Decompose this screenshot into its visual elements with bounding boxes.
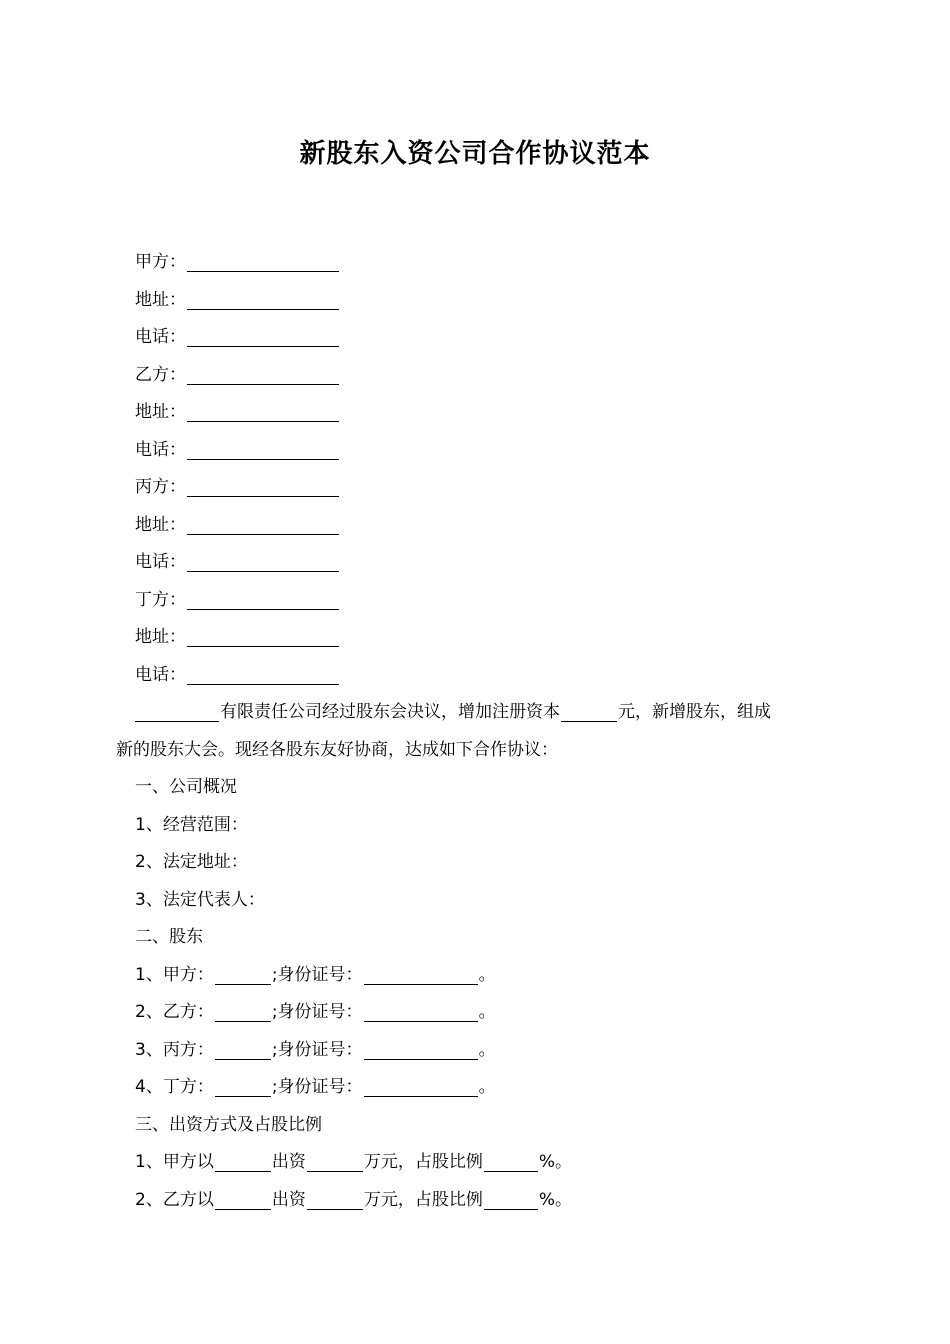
contribution-mid2: 万元，占股比例: [363, 1189, 483, 1210]
blank-line: [307, 1170, 363, 1172]
id-label: ;身份证号：: [271, 1077, 363, 1097]
id-label: ;身份证号：: [271, 1039, 363, 1060]
field-label: 电话：: [135, 664, 186, 685]
shareholder-prefix: 2、乙方：: [135, 1002, 214, 1022]
contribution-mid1: 出资: [271, 1152, 306, 1172]
field-label: 电话：: [135, 327, 186, 347]
party-field-line: [116, 244, 840, 282]
field-label: 地址：: [135, 627, 186, 647]
id-label: ;身份证号：: [271, 964, 363, 985]
field-label: 丙方：: [135, 477, 186, 497]
field-label: 地址：: [135, 289, 186, 310]
intro-paragraph-line2: 新的股东大会。现经各股东友好协商，达成如下合作协议：: [116, 739, 558, 760]
contribution-mid2: 万元，占股比例: [363, 1152, 483, 1172]
blank-line: [187, 345, 339, 347]
party-field-line: [116, 432, 840, 470]
intro-text-part1: 有限责任公司经过股东会决议，增加注册资本: [220, 702, 560, 722]
section-heading: 一、公司概况: [135, 777, 237, 797]
blank-line: [215, 1020, 271, 1022]
party-field-line: [116, 657, 840, 695]
blank-line: [307, 1208, 363, 1210]
intro-paragraph-line1: [116, 694, 840, 732]
blank-line: [215, 1095, 271, 1097]
field-label: 甲方：: [135, 252, 186, 272]
shareholder-prefix: 1、甲方：: [135, 964, 214, 985]
party-field-line: [116, 282, 840, 320]
field-label: 电话：: [135, 552, 186, 572]
party-field-line: [116, 319, 840, 357]
blank-line: [187, 458, 339, 460]
blank-line: [364, 1020, 478, 1022]
document-body: [116, 244, 840, 1219]
blank-line: [484, 1170, 538, 1172]
blank-line: [215, 1058, 271, 1060]
contribution-mid1: 出资: [271, 1189, 306, 1210]
shareholder-line: [116, 957, 840, 995]
field-label: 乙方：: [135, 364, 186, 385]
line-end: 。: [478, 1039, 496, 1060]
blank-line: [364, 1095, 478, 1097]
document-title: 新股东入资公司合作协议范本: [299, 139, 651, 169]
field-label: 丁方：: [135, 589, 186, 610]
blank-line: [187, 308, 339, 310]
contribution-prefix: 1、甲方以: [135, 1152, 214, 1172]
party-field-line: [116, 394, 840, 432]
blank-line: [215, 1170, 271, 1172]
line-end: 。: [478, 1077, 496, 1097]
blank-line: [364, 983, 478, 985]
blank-line: [187, 420, 339, 422]
shareholder-line: [116, 1069, 840, 1107]
blank-line: [364, 1058, 478, 1060]
intro-text-part2: 元，新增股东，组成: [618, 702, 771, 722]
blank-line: [187, 645, 339, 647]
blank-line: [135, 720, 219, 722]
line-end: 。: [478, 964, 496, 985]
line-end: %。: [538, 1152, 572, 1172]
field-label: 地址：: [135, 514, 186, 535]
party-field-line: [116, 357, 840, 395]
contribution-line: [116, 1144, 840, 1182]
section-item: 1、经营范围：: [135, 814, 248, 835]
shareholder-prefix: 3、丙方：: [135, 1039, 214, 1060]
party-field-line: [116, 544, 840, 582]
blank-line: [187, 270, 339, 272]
contribution-line: [116, 1182, 840, 1220]
shareholder-line: [116, 994, 840, 1032]
party-field-line: [116, 469, 840, 507]
blank-line: [484, 1208, 538, 1210]
section-item: 3、法定代表人：: [135, 889, 265, 910]
party-field-line: [116, 507, 840, 545]
party-field-line: [116, 619, 840, 657]
section-item: 2、法定地址：: [135, 852, 248, 872]
blank-line: [187, 383, 339, 385]
id-label: ;身份证号：: [271, 1002, 363, 1022]
blank-line: [187, 608, 339, 610]
section-heading: 三、出资方式及占股比例: [135, 1114, 322, 1135]
section-heading: 二、股东: [135, 927, 203, 947]
field-label: 电话：: [135, 439, 186, 460]
contribution-prefix: 2、乙方以: [135, 1189, 214, 1210]
blank-line: [215, 1208, 271, 1210]
blank-line: [187, 533, 339, 535]
party-field-line: [116, 582, 840, 620]
blank-line: [187, 683, 339, 685]
blank-line: [187, 495, 339, 497]
line-end: 。: [478, 1002, 496, 1022]
blank-line: [187, 570, 339, 572]
blank-line: [561, 720, 617, 722]
shareholder-line: [116, 1032, 840, 1070]
blank-line: [215, 983, 271, 985]
field-label: 地址：: [135, 402, 186, 422]
line-end: %。: [538, 1189, 572, 1210]
shareholder-prefix: 4、丁方：: [135, 1077, 214, 1097]
